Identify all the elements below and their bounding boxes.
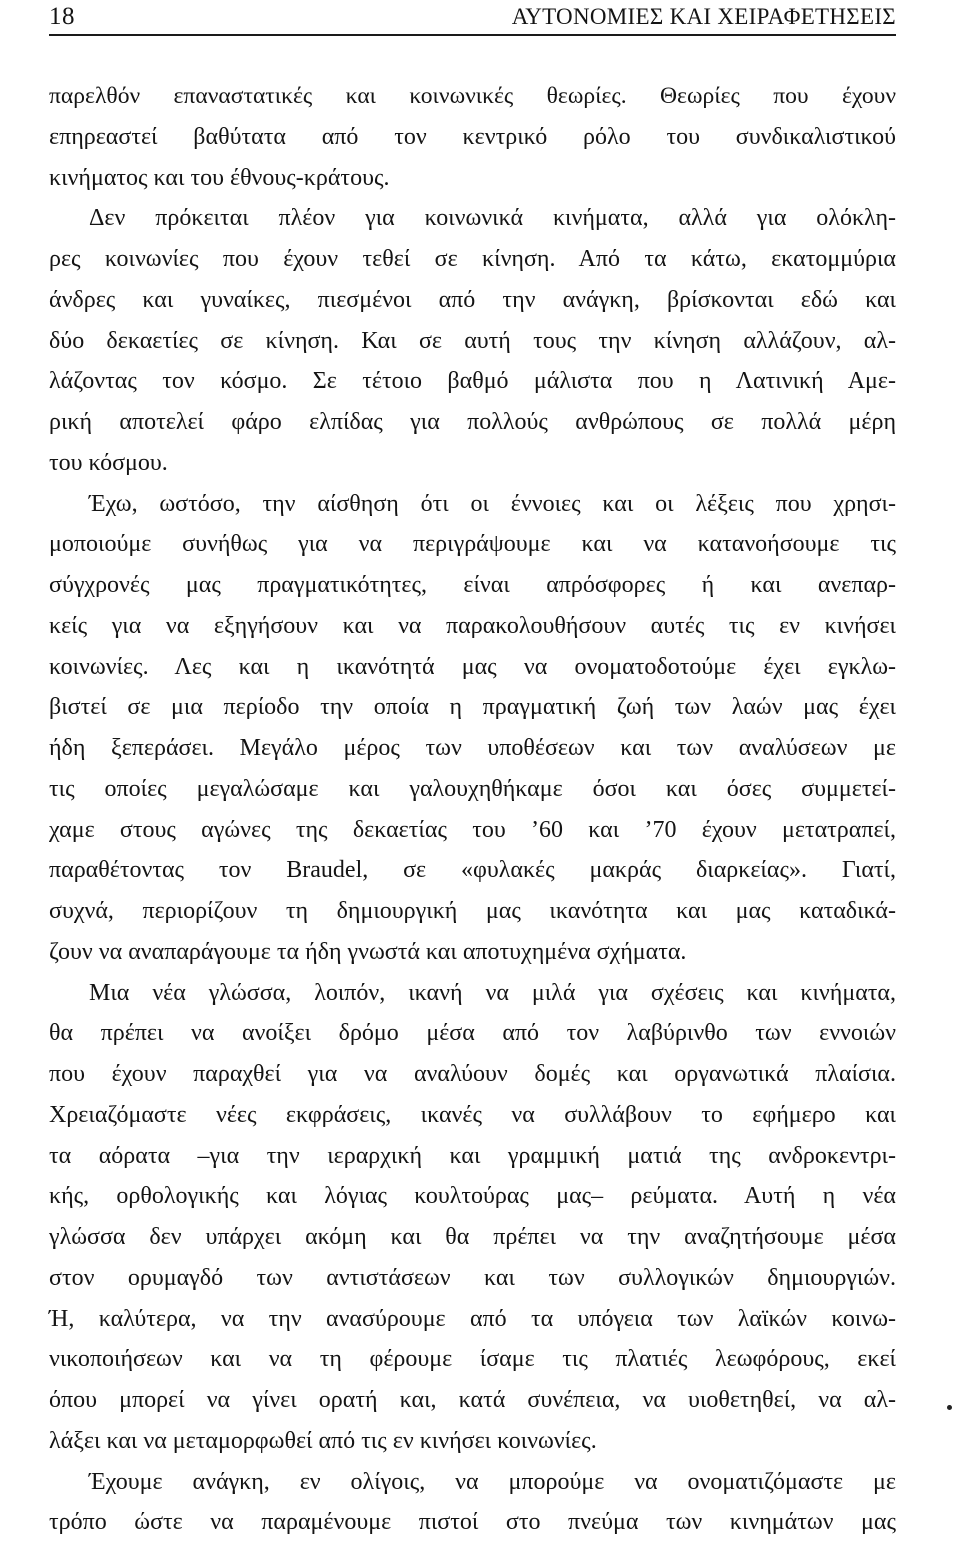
running-header bbox=[49, 0, 896, 38]
text-line: κοινωνίες. Λες και η ικανότητά μας να ονοματοδοτούμε έχει εγκλω- bbox=[49, 653, 896, 680]
text-line: άνδρες και γυναίκες, πιεσμένοι από την ανάγκη, βρίσκονται εδώ και bbox=[49, 286, 896, 313]
text-line: ζουν να αναπαράγουμε τα ήδη γνωστά και αποτυχημένα σχήματα. bbox=[49, 938, 687, 965]
text-line: δύο δεκαετίες σε κίνηση. Και σε αυτή τους την κίνηση αλλάζουν, αλ- bbox=[49, 327, 896, 354]
text-line: Έχουμε ανάγκη, εν ολίγοις, να μπορούμε να ονοματιζόμαστε με bbox=[89, 1468, 896, 1495]
page-number: 18 bbox=[49, 3, 75, 30]
text-line: συχνά, περιορίζουν τη δημιουργική μας ικανότητα και μας καταδικά- bbox=[49, 898, 896, 924]
text-line: του κόσμου. bbox=[49, 449, 168, 476]
text-line: όπου μπορεί να γίνει ορατή και, κατά συνέπεια, να υιοθετηθεί, να αλ- bbox=[49, 1387, 896, 1413]
text-line: τρόπο ώστε να παραμένουμε πιστοί στο πνεύμα των κινημάτων μας bbox=[49, 1509, 896, 1536]
text-line: σύγχρονές μας πραγματικότητες, είναι απρόσφορες ή και ανεπαρ- bbox=[49, 572, 896, 598]
text-line: λάξει και να μεταμορφωθεί από τις εν κινήσει κοινωνίες. bbox=[49, 1427, 597, 1454]
margin-dot-mark bbox=[947, 1405, 952, 1410]
text-line: Ή, καλύτερα, να την ανασύρουμε από τα υπόγεια των λαϊκών κοινω- bbox=[49, 1305, 896, 1332]
text-line: τα αόρατα –για την ιεραρχική και γραμμική ματιά της ανδροκεντρι- bbox=[49, 1142, 896, 1169]
text-line: θα πρέπει να ανοίξει δρόμο μέσα από τον λαβύρινθο των εννοιών bbox=[49, 1020, 896, 1047]
text-line: Χρειαζόμαστε νέες εκφράσεις, ικανές να συλλάβουν το εφήμερο και bbox=[49, 1101, 896, 1128]
text-line: στον ορυμαγδό των αντιστάσεων και των συλλογικών δημιουργιών. bbox=[49, 1264, 896, 1291]
text-line: ρική αποτελεί φάρο ελπίδας για πολλούς ανθρώπους σε πολλά μέρη bbox=[49, 409, 896, 435]
body-text bbox=[49, 76, 896, 1543]
text-line: χαμε στους αγώνες της δεκαετίας του ’60 και ’70 έχουν μετατραπεί, bbox=[49, 816, 896, 843]
text-line: ήδη ξεπεράσει. Μεγάλο μέρος των υποθέσεων και των αναλύσεων με bbox=[49, 735, 896, 761]
text-line: βιστεί σε μια περίοδο την οποία η πραγματική ζωή των λαών μας έχει bbox=[49, 694, 896, 721]
text-line: τις οποίες μεγαλώσαμε και γαλουχηθήκαμε όσοι και όσες συμμετεί- bbox=[49, 775, 896, 802]
text-line: παρελθόν επαναστατικές και κοινωνικές θεωρίες. Θεωρίες που έχουν bbox=[49, 83, 896, 109]
text-line: Έχω, ωστόσο, την αίσθηση ότι οι έννοιες και οι λέξεις που χρησι- bbox=[89, 490, 896, 517]
text-line: νικοποιήσεων και να τη φέρουμε ίσαμε τις πλατιές λεωφόρους, εκεί bbox=[49, 1346, 896, 1373]
text-line: επηρεαστεί βαθύτατα από τον κεντρικό ρόλο του συνδικαλιστικού bbox=[49, 123, 896, 150]
text-line: κής, ορθολογικής και λόγιας κουλτούρας μας– ρεύματα. Αυτή η νέα bbox=[49, 1183, 896, 1210]
text-line: κινήματος και του έθνους-κράτους. bbox=[49, 164, 390, 191]
text-line: γλώσσα δεν υπάρχει ακόμη και θα πρέπει να την αναζητήσουμε μέσα bbox=[49, 1224, 896, 1250]
text-line: μοποιούμε συνήθως για να περιγράψουμε και να κατανοήσουμε τις bbox=[49, 531, 896, 558]
text-line: παραθέτοντας τον Braudel, σε «φυλακές μακράς διαρκείας». Γιατί, bbox=[49, 857, 896, 884]
text-line: κείς για να εξηγήσουν και να παρακολουθήσουν αυτές τις εν κινήσει bbox=[49, 612, 896, 639]
text-line: Μια νέα γλώσσα, λοιπόν, ικανή να μιλά για σχέσεις και κινήματα, bbox=[89, 979, 896, 1006]
text-line: που έχουν παραχθεί για να αναλύουν δομές και οργανωτικά πλαίσια. bbox=[49, 1061, 896, 1087]
running-head-title: ΑΥΤΟΝΟΜΙΕΣ ΚΑΙ ΧΕΙΡΑΦΕΤΗΣΕΙΣ bbox=[511, 4, 896, 29]
text-line: ρες κοινωνίες που έχουν τεθεί σε κίνηση. Από τα κάτω, εκατομμύρια bbox=[49, 246, 896, 272]
header-rule bbox=[49, 34, 896, 36]
text-line: λάζοντας τον κόσμο. Σε τέτοιο βαθμό μάλιστα που η Λατινική Αμε- bbox=[49, 368, 896, 395]
text-line: Δεν πρόκειται πλέον για κοινωνικά κινήματα, αλλά για ολόκλη- bbox=[89, 205, 896, 232]
